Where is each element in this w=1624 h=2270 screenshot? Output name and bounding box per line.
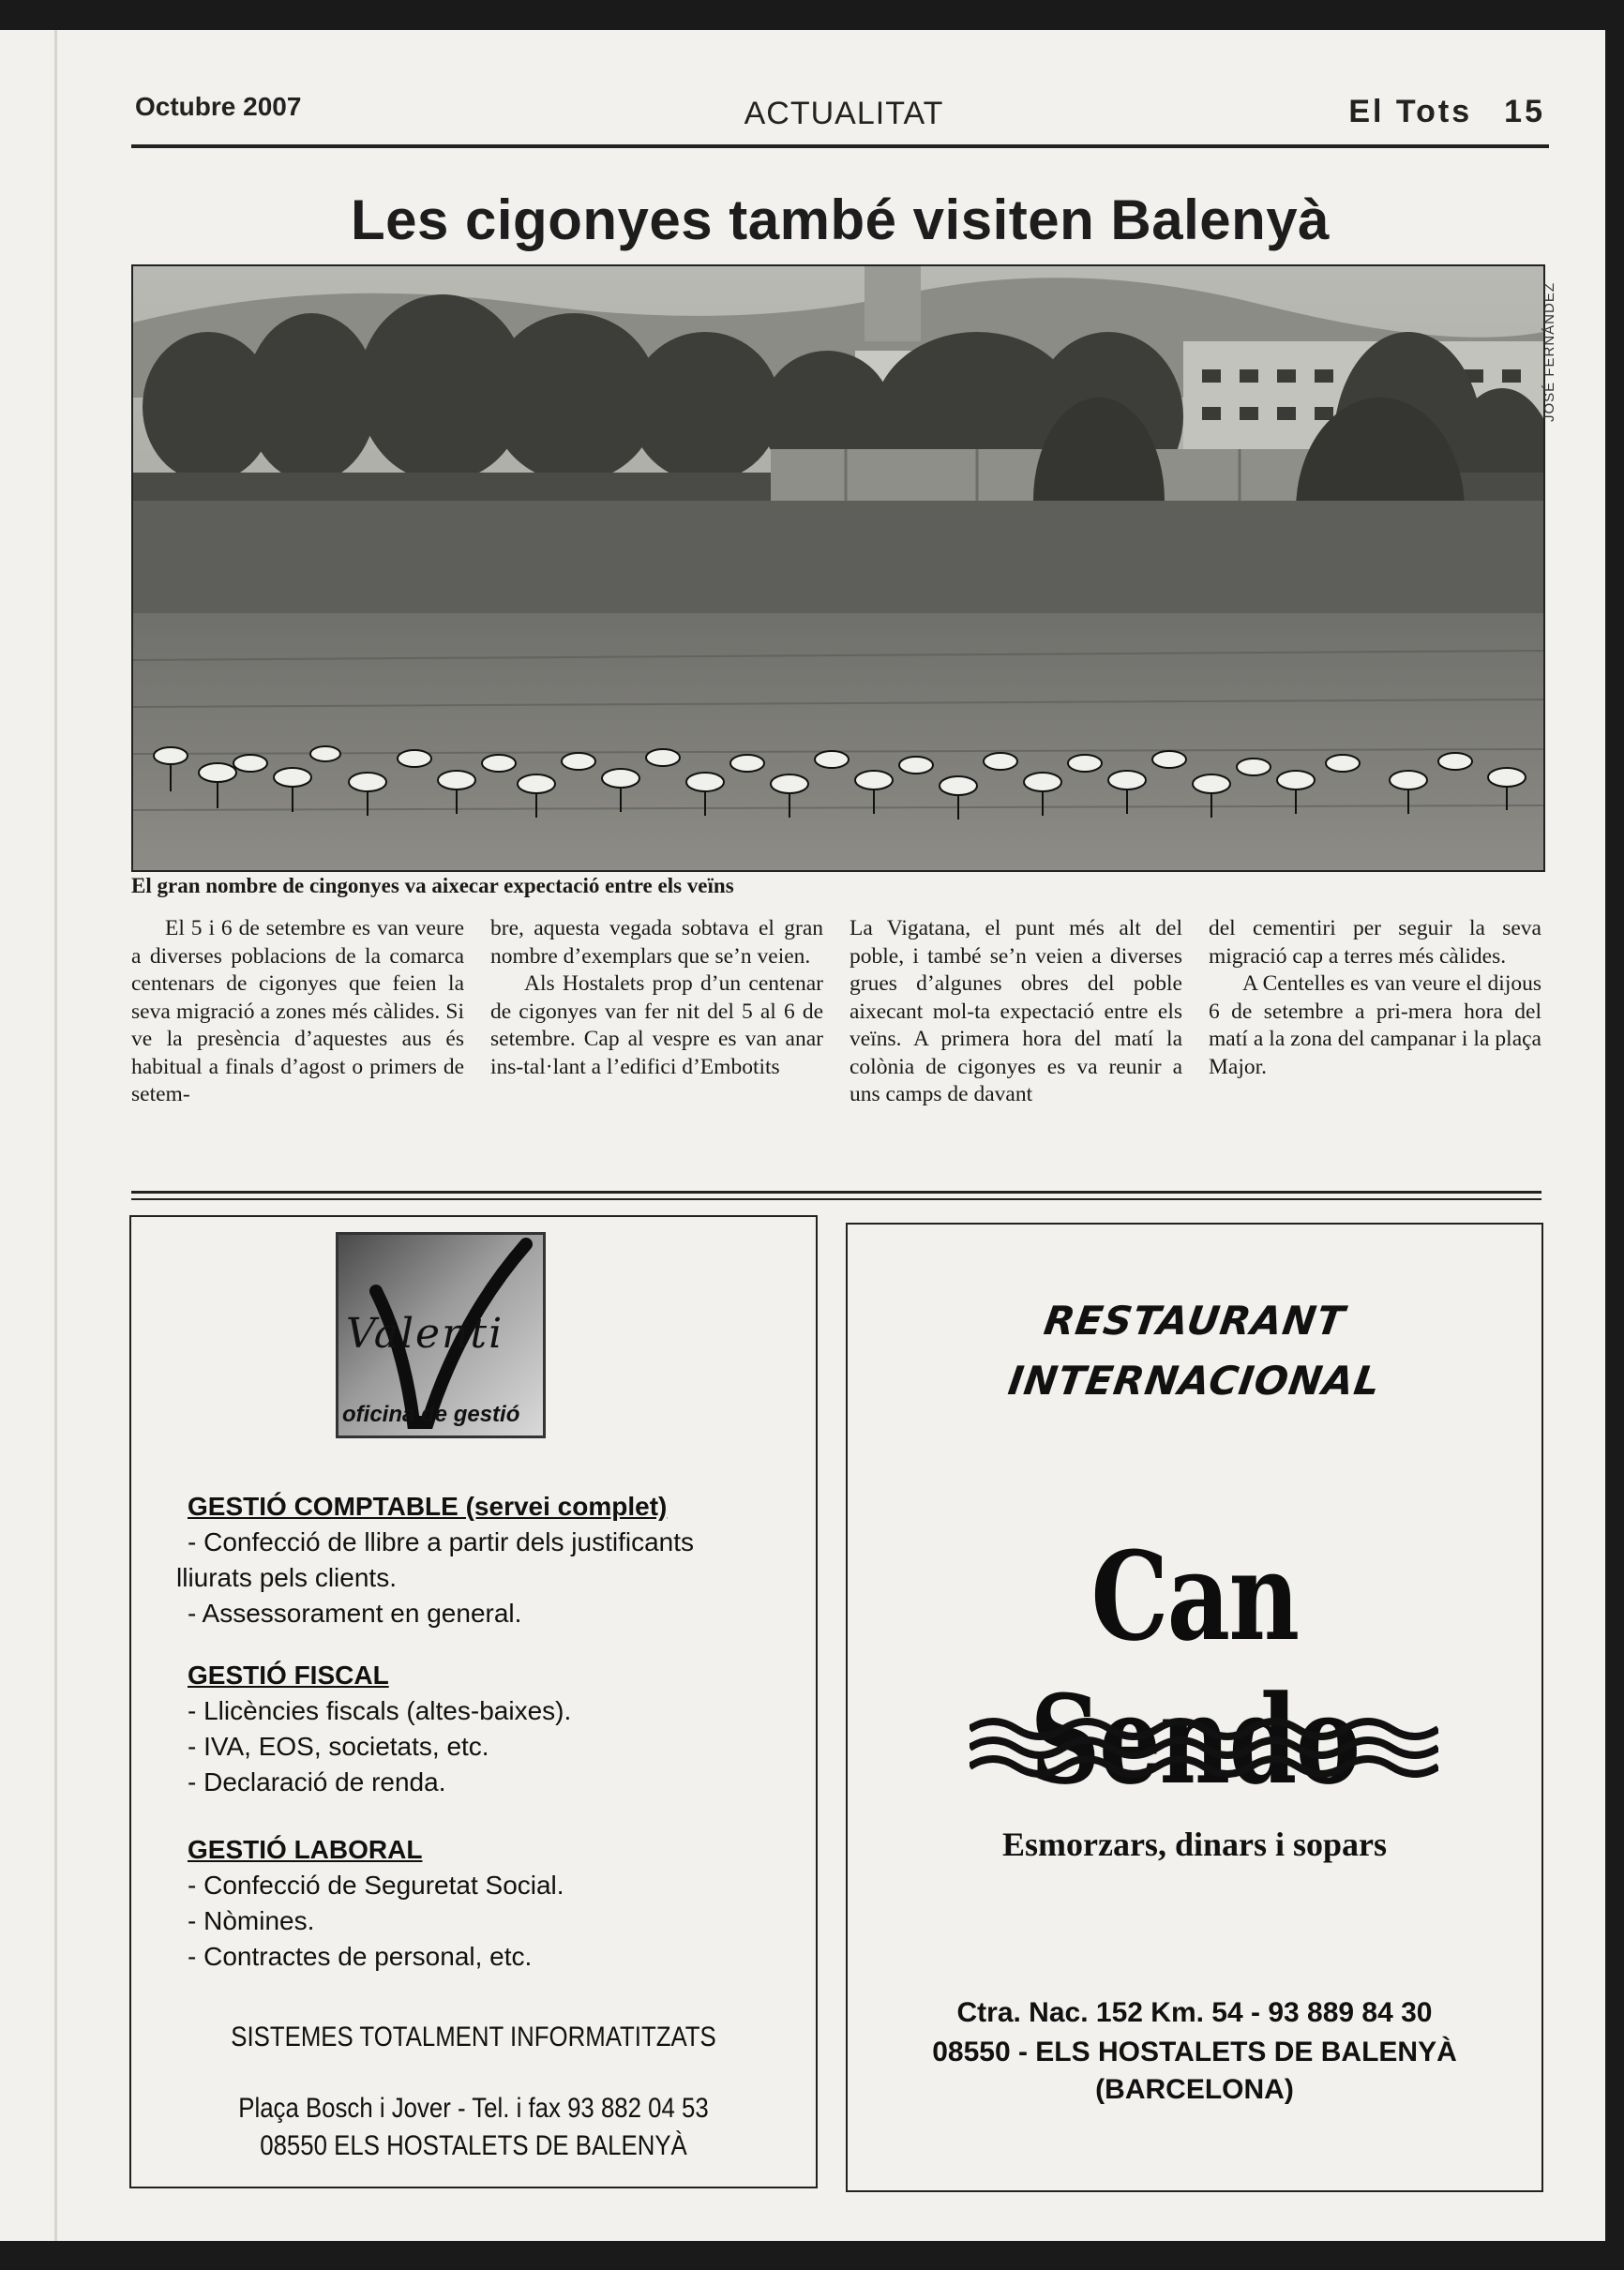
- service-section-fiscal: [188, 1658, 788, 1800]
- restaurant-address-line: 08550 - ELS HOSTALETS DE BALENYÀ: [932, 2037, 1457, 2067]
- magazine-page: [0, 30, 1605, 2241]
- article-column-3: [850, 915, 1182, 1109]
- service-item: - Confecció de Seguretat Social.: [188, 1871, 564, 1900]
- ad-tagline: SISTEMES TOTALMENT INFORMATITZATS: [231, 2022, 716, 2052]
- page-number: 15: [1504, 94, 1545, 129]
- service-item: - IVA, EOS, societats, etc.: [188, 1732, 489, 1761]
- service-item: - Assessorament en general.: [188, 1599, 522, 1628]
- publication-name: El Tots: [1348, 94, 1473, 129]
- photo-credit: JOSÉ FERNÁNDEZ: [1541, 281, 1557, 422]
- waves-icon: [970, 1712, 1438, 1778]
- section-heading: GESTIÓ FISCAL: [188, 1661, 389, 1690]
- service-item: lliurats pels clients.: [176, 1563, 397, 1592]
- restaurant-address-line: (BARCELONA): [1095, 2074, 1294, 2105]
- article-column-2: [490, 915, 823, 1109]
- service-item: - Llicències fiscals (altes-baixes).: [188, 1696, 572, 1725]
- photo-caption: El gran nombre de cingonyes va aixecar expectació entre els veïns: [131, 874, 734, 897]
- service-item: - Declaració de renda.: [188, 1767, 446, 1796]
- header-rule: [131, 144, 1549, 148]
- ad-address-line: Plaça Bosch i Jover - Tel. i fax 93 882 04 53: [238, 2093, 709, 2124]
- logo-wordmark: Valenti: [346, 1310, 504, 1358]
- restaurant-label: RESTAURANT: [1041, 1298, 1348, 1344]
- article-paragraph: Als Hostalets prop d’un centenar de cigonyes van fer nit del 5 al 6 de setembre. Cap al vespre es van anar ins-tal·lant a l’edifici d’Embotits: [490, 971, 823, 1079]
- service-item: - Contractes de personal, etc.: [188, 1942, 533, 1971]
- section-divider: [131, 1191, 1541, 1194]
- restaurant-tagline: Esmorzars, dinars i sopars: [1001, 1826, 1387, 1863]
- section-divider: [131, 1198, 1541, 1200]
- article-column-4: [1209, 915, 1541, 1109]
- storks-photo: [131, 264, 1545, 872]
- service-section-comptable: [176, 1489, 788, 1631]
- section-title: ACTUALITAT: [744, 96, 944, 131]
- publication-header: [1348, 94, 1545, 130]
- article-paragraph: bre, aquesta vegada sobtava el gran nombre d’exemplars que se’n veien.: [490, 916, 823, 969]
- service-item: - Nòmines.: [188, 1906, 315, 1935]
- advertisement-can-sendo: [846, 1223, 1543, 2192]
- restaurant-name: Can Sendo: [1030, 1525, 1360, 1811]
- ad-address-line: 08550 ELS HOSTALETS DE BALENYÀ: [260, 2130, 687, 2161]
- article-paragraph: La Vigatana, el punt més alt del poble, i també se’n veien a diverses grues d’algunes obres del poble aixecant mol-ta expectació entre els veïns. A primera hora del matí la colònia de cigonyes es va reunir a uns camps de davant: [850, 916, 1182, 1106]
- article-paragraph: El 5 i 6 de setembre es van veure a diverses poblacions de la comarca centenars de cigonyes que feien la seva migració a zones més càlides. Si ve la presència d’aquestes aus és habitual a finals d’agost o primers de setem-: [131, 916, 464, 1106]
- section-heading: GESTIÓ LABORAL: [188, 1835, 423, 1864]
- service-item: - Confecció de llibre a partir dels justificants: [188, 1527, 695, 1556]
- restaurant-address-line: Ctra. Nac. 152 Km. 54 - 93 889 84 30: [956, 1997, 1433, 2028]
- page-binding-edge: [54, 30, 57, 2241]
- article-paragraph: A Centelles es van veure el dijous 6 de setembre a pri-mera hora del matí a la zona del campanar i la plaça Major.: [1209, 971, 1541, 1079]
- service-section-laboral: [188, 1832, 788, 1975]
- issue-date: Octubre 2007: [135, 92, 302, 121]
- article-headline: Les cigonyes també visiten Balenyà: [350, 188, 1331, 251]
- storks-field-image: [133, 266, 1543, 870]
- article-paragraph: del cementiri per seguir la seva migració cap a terres més càlides.: [1209, 916, 1541, 969]
- logo-subtitle: oficina de gestió: [342, 1402, 520, 1427]
- restaurant-label: INTERNACIONAL: [1005, 1358, 1384, 1404]
- advertisement-gestio: [129, 1215, 818, 2188]
- section-heading: GESTIÓ COMPTABLE (servei complet): [188, 1492, 668, 1521]
- valenti-logo: [336, 1232, 546, 1438]
- article-column-1: [131, 915, 464, 1109]
- article-body: [131, 915, 1541, 1109]
